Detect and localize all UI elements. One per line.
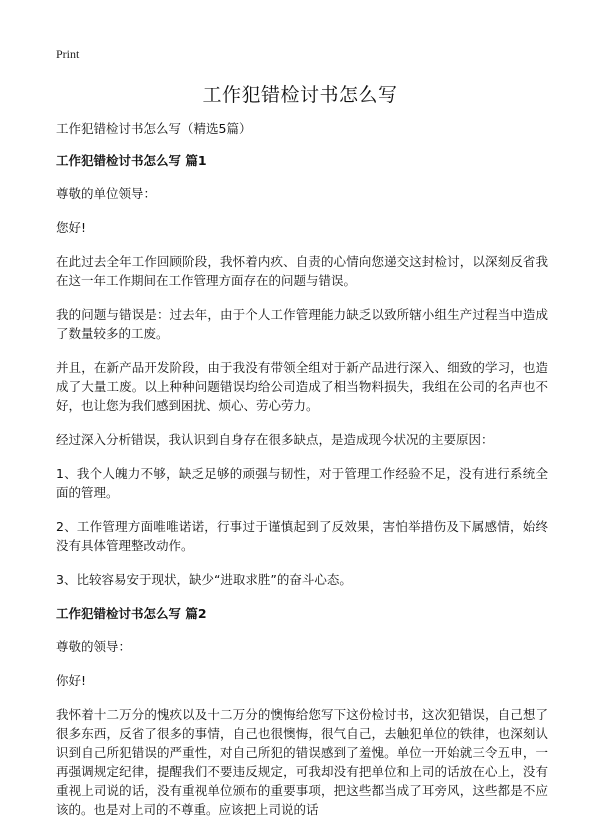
greeting: 你好! — [56, 673, 87, 688]
section-heading-1: 工作犯错检讨书怎么写 篇1 — [56, 153, 207, 168]
list-item: 2、工作管理方面唯唯诺诺，行事过于谨慎起到了反效果，害怕举措伤及下属感情，始终没有具体管理整改动作。 — [56, 519, 548, 553]
salutation: 尊敬的领导： — [56, 639, 132, 654]
salutation: 尊敬的单位领导： — [56, 186, 157, 201]
body-paragraph: 我怀着十二万分的愧疚以及十二万分的懊悔给您写下这份检讨书，这次犯错误，自己想了很多东西，反省了很多的事情，自己也很懊悔，很气自己，去触犯单位的铁律，也深刻认识到自己所犯错误的严重性，对自己所犯的错误感到了羞愧。单位一开始就三令五申，一再强调规定纪律，提醒我们不要违反规定，可我却没有把单位和上司的话放在心上，没有重视上司说的话，没有重视单位颁布的重要事项，把这些都当成了耳旁风，这些都是不应该的。也是对上司的不尊重。应该把上司说的话 — [56, 707, 548, 817]
document-title: 工作犯错检讨书怎么写 — [202, 84, 398, 106]
greeting: 您好! — [56, 220, 87, 235]
document-body — [56, 119, 548, 828]
body-paragraph: 我的问题与错误是：过去年，由于个人工作管理能力缺乏以致所辖小组生产过程当中造成了数量较多的工废。 — [56, 307, 548, 341]
list-item: 1、我个人魄力不够，缺乏足够的顽强与韧性，对于管理工作经验不足，没有进行系统全面的管理。 — [56, 466, 548, 500]
list-item: 3、比较容易安于现状，缺少“进取求胜”的奋斗心态。 — [56, 572, 352, 587]
body-paragraph: 在此过去全年工作回顾阶段，我怀着内疚、自责的心情向您递交这封检讨，以深刻反省我在这一年工作期间在工作管理方面存在的问题与错误。 — [56, 254, 548, 288]
body-paragraph: 并且，在新产品开发阶段，由于我没有带领全组对于新产品进行深入、细致的学习，也造成了大量工废。以上种种问题错误均给公司造成了相当物料损失，我组在公司的名声也不好，也让您为我们感到困扰、烦心、劳心劳力。 — [56, 360, 548, 413]
section-heading-2: 工作犯错检讨书怎么写 篇2 — [56, 606, 207, 621]
body-paragraph: 经过深入分析错误，我认识到自身存在很多缺点，是造成现今状况的主要原因： — [56, 432, 494, 447]
document-subtitle: 工作犯错检讨书怎么写（精选5篇） — [56, 121, 252, 136]
print-link[interactable]: Print — [56, 47, 80, 61]
